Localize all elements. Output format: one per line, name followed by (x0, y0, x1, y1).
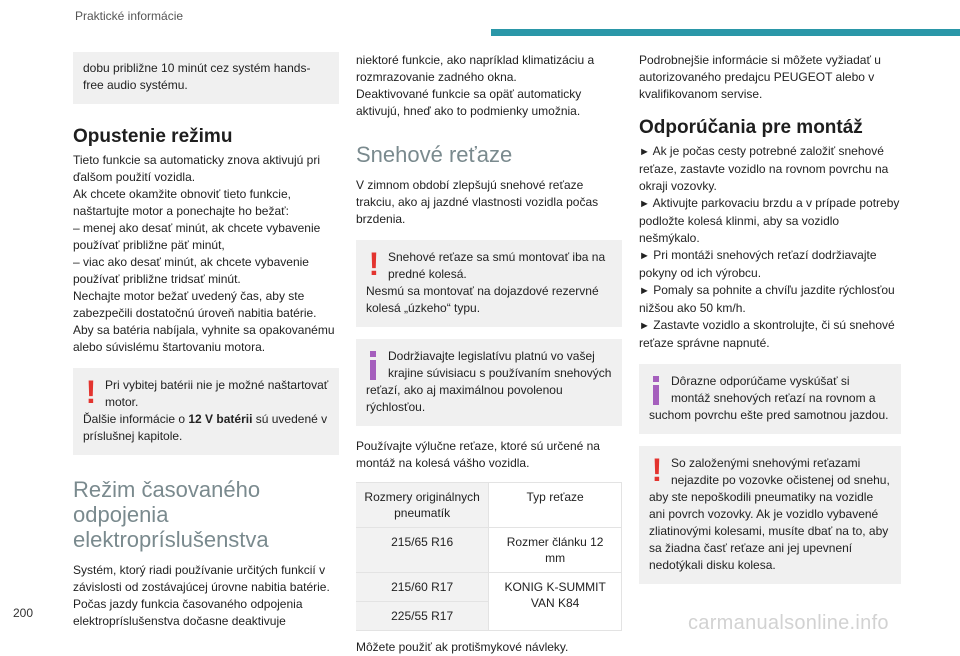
arrow-icon: ► (639, 146, 650, 158)
snow-chains-text: V zimnom období zlepšujú snehové reťaze trakciu, ako aj jazdné vlastnosti vozidla počas brzdenia. (356, 178, 599, 226)
continued-text-box (73, 52, 339, 104)
battery-warning-line-2 (83, 411, 329, 445)
intro-line-1: niektoré funkcie, ako napríklad klimatizáciu a rozmrazovanie zadného okna. (356, 53, 595, 84)
table-cell-tyre: 215/60 R17 (356, 573, 489, 602)
table-cell-chain: KONIG K-SUMMIT VAN K84 (489, 573, 622, 631)
legislation-info-note (356, 339, 622, 426)
battery-warning-suffix: sú uvedené v príslušnej kapitole. (83, 412, 328, 443)
info-icon (366, 348, 382, 382)
step-2-text: Aktivujte parkovaciu brzdu a v prípade potreby podložte kolesá klinmi, aby sa vozidlo nešmýkalo. (639, 196, 900, 245)
mounting-heading: Odporúčania pre montáž (639, 117, 863, 138)
battery-warning-prefix: Ďalšie informácie o (83, 412, 189, 426)
table-cell-tyre: 225/55 R17 (356, 602, 489, 631)
arrow-icon: ► (639, 320, 650, 332)
battery-warning-line-1: Pri vybitej batérii nie je možné naštartovať motor. (105, 378, 329, 409)
battery-warning-bold: 12 V batérii (188, 412, 253, 426)
exit-line-2: Ak chcete okamžite obnoviť tieto funkcie, naštartujte motor a ponechajte ho bežať: (73, 187, 291, 218)
column-2 (356, 52, 622, 656)
step-3-text: Pri montáži snehových reťazí dodržiavajte pokyny od ich výrobcu. (639, 248, 877, 280)
arrow-icon: ► (639, 285, 650, 297)
table-row (356, 573, 622, 602)
warning-icon: ! (651, 452, 663, 488)
timed-mode-text: Systém, ktorý riadi používanie určitých funkcií v závislosti od zostávajúcej úrovne nabitia batérie. Počas jazdy funkcia časovaného odpojenia elektropríslušenstva dočasne deaktivuje (73, 563, 330, 628)
exit-line-4: – viac ako desať minút, ak chcete vybavenie používať približne tridsať minút. (73, 255, 309, 286)
table-header-row (356, 483, 622, 528)
table-row (356, 528, 622, 573)
footer-text: Môžete použiť ak protišmykové návleky. (356, 640, 569, 654)
step-5 (639, 317, 901, 352)
front-wheels-warning-line-2: Nesmú sa montovať na dojazdové rezervné kolesá „úzkeho“ typu. (366, 284, 599, 315)
header-accent-bar (491, 29, 960, 36)
exit-mode-heading: Opustenie režimu (73, 126, 233, 147)
warning-icon: ! (368, 246, 380, 282)
step-4 (639, 282, 901, 317)
step-1-text: Ak je počas cesty potrebné založiť snehové reťaze, zastavte vozidlo na rovnom povrchu na okraji vozovky. (639, 144, 889, 193)
column-1 (73, 52, 339, 630)
step-3 (639, 247, 901, 282)
step-4-text: Pomaly sa pohnite a chvíľu jazdite rýchlosťou nižšou ako 50 km/h. (639, 283, 895, 315)
running-header: Praktické informácie (75, 9, 184, 23)
cleared-road-warning-note (639, 446, 901, 584)
page-number: 200 (13, 606, 34, 620)
arrow-icon: ► (639, 250, 650, 262)
step-2 (639, 195, 901, 247)
column-3 (639, 52, 901, 596)
front-wheels-warning-line-1: Snehové reťaze sa smú montovať iba na predné kolesá. (388, 250, 606, 281)
table-header-tyre: Rozmery originálnych pneumatík (356, 483, 489, 528)
exit-line-3: – menej ako desať minút, ak chcete vybavenie používať približne päť minút, (73, 221, 321, 252)
battery-warning-note (73, 368, 339, 455)
info-icon (649, 373, 665, 407)
table-header-chain: Typ reťaze (489, 483, 622, 528)
step-5-text: Zastavte vozidlo a skontrolujte, či sú snehové reťaze správne napnuté. (639, 318, 895, 350)
table-cell-tyre: 215/65 R16 (356, 528, 489, 573)
table-cell-chain: Rozmer článku 12 mm (489, 528, 622, 573)
dealer-info-text: Podrobnejšie informácie si môžete vyžiadať u autorizovaného predajcu PEUGEOT alebo v kvalifikovanom servise. (639, 53, 881, 101)
chains-table (356, 482, 622, 631)
watermark: carmanualsonline.info (688, 612, 889, 634)
legislation-info-text: Dodržiavajte legislatívu platnú vo vašej krajine súvisiacu s používaním snehových reťazí, ako aj maximálnou povolenou rýchlosťou. (366, 349, 612, 414)
practice-info-text: Dôrazne odporúčame vyskúšať si montáž snehových reťazí na rovnom a suchom povrchu ešte pred samotnou jazdou. (649, 374, 889, 422)
exit-line-1: Tieto funkcie sa automaticky znova aktivujú pri ďalšom použití vozidla. (73, 153, 321, 184)
use-chains-text: Používajte výlučne reťaze, ktoré sú určené na montáž na kolesá vášho vozidla. (356, 439, 600, 470)
front-wheels-warning-note (356, 240, 622, 327)
cleared-road-warning-text: So založenými snehovými reťazami nejazdite po vozovke očistenej od snehu, aby ste nepoškodili pneumatiky na vozidle ani povrch vozovky. Ak je vozidlo vybavené zliatinovými kolesami, musíte dbať na to, aby sa žiadna časť reťaze ani jej upevnení nedotýkali disku kolesa. (649, 456, 890, 572)
exit-line-5: Nechajte motor bežať uvedený čas, aby ste zabezpečili dostatočnú úroveň nabitia batérie. Aby sa batéria nabíjala, vyhnite sa opakovanému alebo súvislému štartovaniu motora. (73, 289, 335, 354)
timed-mode-heading: Režim časovaného odpojenia elektropríslušenstva (73, 477, 269, 552)
practice-info-note (639, 364, 901, 434)
warning-icon: ! (85, 374, 97, 410)
step-1 (639, 143, 901, 195)
continued-text: dobu približne 10 minút cez systém hands-free audio systému. (83, 61, 311, 92)
snow-chains-heading: Snehové reťaze (356, 142, 513, 167)
arrow-icon: ► (639, 198, 650, 210)
intro-line-2: Deaktivované funkcie sa opäť automaticky aktivujú, hneď ako to podmienky umožnia. (356, 87, 582, 118)
